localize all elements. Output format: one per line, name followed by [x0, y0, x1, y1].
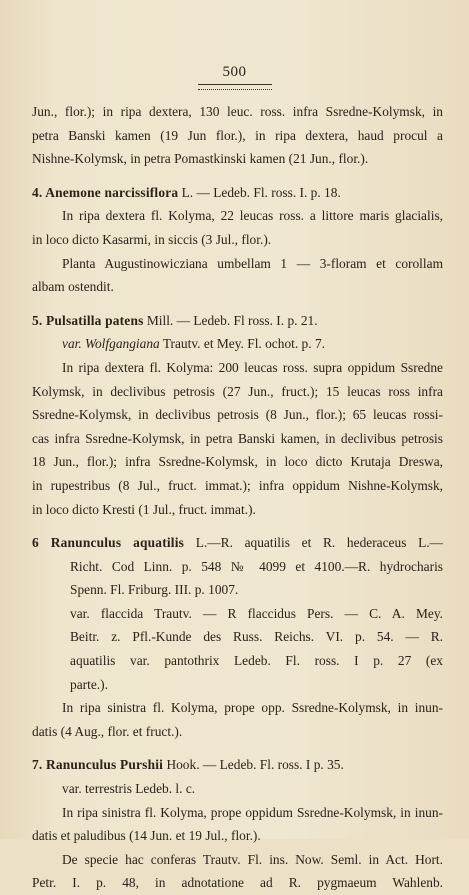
text-line	[32, 252, 443, 276]
line-text: in loco dicto Kasarmi, in siccis (3 Jul., flor.).	[32, 231, 272, 247]
text-line	[32, 649, 443, 673]
text-line	[32, 380, 443, 404]
line-text: Nishne-Kolymsk, in petra Pomastkinski kamen (21 Jun., flor.).	[32, 151, 369, 167]
line-text: datis et paludibus (14 Jun. et 19 Jul., flor.).	[32, 828, 261, 844]
paragraph-gap	[32, 299, 443, 309]
line-text: In ripa sinistra fl. Kolyma, prope oppidum Ssredne-Kolymsk, in inun-	[62, 804, 443, 820]
line-text: Ssredne-Kolymsk, in declivibus petrosis (8 Jun., flor.); 65 leucas rossi-	[32, 407, 443, 423]
text-line	[32, 228, 443, 252]
line-text: In ripa dextera fl. Kolyma: 200 leucas ross. supra oppidum Ssredne	[62, 359, 443, 375]
text-line	[32, 602, 443, 626]
line-text: petra Banski kamen (19 Jun flor.), in ripa dextera, haud procul a	[32, 127, 443, 143]
text-line	[32, 450, 443, 474]
species-heading: 7. Ranunculus Purshii	[32, 757, 164, 773]
text-line	[32, 498, 443, 522]
line-text: L. — Ledeb. Fl. ross. I. p. 18.	[178, 184, 341, 200]
line-text: var. terrestris Ledeb. l. c.	[62, 781, 196, 797]
header-rule	[198, 84, 272, 90]
line-text: albam ostendit.	[32, 279, 114, 295]
text-line	[32, 309, 443, 333]
line-text: Trautv. et Mey. Fl. ochot. p. 7.	[159, 336, 325, 352]
line-text: aquatilis var. pantothrix Ledeb. Fl. ross. I p. 27 (ex	[70, 653, 443, 669]
line-text: L.—R. aquatilis et R. hederaceus L.—	[184, 535, 443, 551]
text-line	[32, 696, 443, 720]
text-line	[32, 427, 443, 451]
text-line	[32, 801, 443, 825]
text-line	[32, 275, 443, 299]
text-line	[32, 555, 443, 579]
text-line	[32, 625, 443, 649]
text-line	[32, 824, 443, 848]
line-text: De specie hac conferas Trautv. Fl. ins. Now. Seml. in Act. Hort.	[62, 851, 443, 867]
line-text: Petr. I. p. 48, in adnotatione ad R. pygmaeum Wahlenb.	[32, 875, 443, 891]
text-line	[32, 181, 443, 205]
line-text: In ripa dextera fl. Kolyma, 22 leucas ross. a littore maris glacialis,	[62, 208, 443, 224]
text-line	[32, 356, 443, 380]
text-line	[32, 332, 443, 356]
line-text: Kolymsk, in declivibus petrosis (27 Jun., fruct.); 15 leucas ross infra	[32, 383, 443, 399]
species-heading: 6 Ranunculus aquatilis	[32, 535, 185, 551]
paragraph-gap	[32, 743, 443, 753]
text-line	[32, 531, 443, 555]
text-line	[32, 403, 443, 427]
line-text: Mill. — Ledeb. Fl ross. I. p. 21.	[143, 312, 318, 328]
line-text: in loco dicto Kresti (1 Jul., fruct. immat.).	[32, 501, 256, 517]
variety-name: var. Wolfgangiana	[62, 336, 160, 352]
line-text: Hook. — Ledeb. Fl. ross. I p. 35.	[163, 757, 344, 773]
text-line	[32, 871, 443, 895]
line-text: parte.).	[70, 676, 108, 692]
text-line	[32, 124, 443, 148]
text-line	[32, 673, 443, 697]
line-text: Planta Augustinowicziana umbellam 1 — 3-floram et corollam	[62, 255, 443, 271]
paragraph-gap	[32, 521, 443, 531]
line-text: Spenn. Fl. Friburg. III. p. 1007.	[70, 582, 239, 598]
text-line	[32, 147, 443, 171]
line-text: Richt. Cod Linn. p. 548 № 4099 et 4100.—R. hydrocharis	[70, 558, 443, 574]
text-line	[32, 100, 443, 124]
page-number: 500	[222, 64, 247, 80]
line-text: cas infra Ssredne-Kolymsk, in petra Banski kamen, in declivibus petrosis	[32, 430, 443, 446]
text-line	[32, 720, 443, 744]
line-text: In ripa sinistra fl. Kolyma, prope opp. Ssredne-Kolymsk, in inun-	[62, 700, 443, 716]
species-heading: 5. Pulsatilla patens	[32, 312, 144, 328]
text-line	[32, 753, 443, 777]
line-text: datis (4 Aug., flor. et fruct.).	[32, 723, 183, 739]
species-heading: 4. Anemone narcissiflora	[32, 184, 179, 200]
text-line	[32, 474, 443, 498]
line-text: 18 Jun., flor.); infra Ssredne-Kolymsk, in loco dicto Krutaja Dreswa,	[32, 454, 443, 470]
paragraph-gap	[32, 171, 443, 181]
line-text: in rupestribus (8 Jul., fruct. immat.); infra oppidum Nishne-Kolymsk,	[32, 477, 443, 493]
text-line	[32, 578, 443, 602]
text-line	[32, 204, 443, 228]
line-text: var. flaccida Trautv. — R flaccidus Pers. — C. A. Mey.	[70, 605, 443, 621]
text-line	[32, 848, 443, 872]
line-text: Beitr. z. Pfl.-Kunde des Russ. Reichs. VI. p. 54. — R.	[70, 629, 443, 645]
line-text: Jun., flor.); in ripa dextera, 130 leuc. ross. infra Ssredne-Kolymsk, in	[32, 104, 443, 119]
page-text	[32, 100, 443, 895]
text-line	[32, 777, 443, 801]
